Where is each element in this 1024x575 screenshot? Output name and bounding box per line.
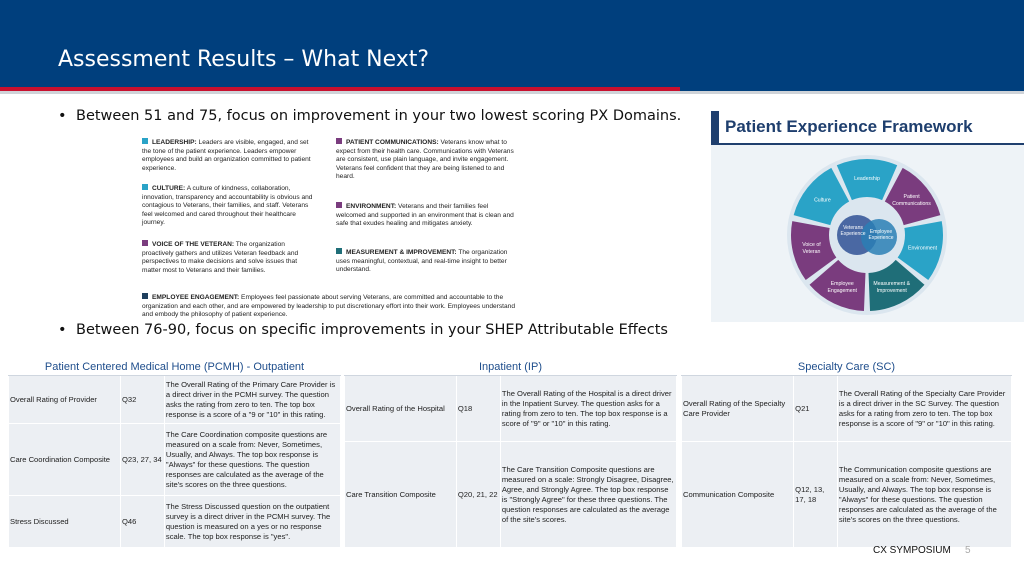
domain-text: A culture of kindness, collaboration, innovation, transparency and accountability is obvious and contagious to Veterans, their families, and staff. Veterans feel welcomed and cared throughout their healthcare journey. [142,185,313,227]
cell-description: The Care Transition Composite questions are measured on a scale: Strongly Disagree, Disagree, Agree, and Strongly Agree. The top box response is "Strongly Agree" for these three questions. The question responses are calculated as the average of the site's scores. [500,442,676,548]
framework-wheel [711,145,1024,322]
domain-patient-communications [336,138,514,182]
wheel-segment-label: Patient [903,193,920,200]
accent-band-gray [0,91,1024,94]
domain-text: Veterans know what to expect from their health care. Communications with Veterans are consistent, use plain language, and invite engagement. Veterans feel confident that they are being listened to and heard. [336,139,514,181]
framework-title: Patient Experience Framework [725,117,973,136]
bullet-text: Between 76-90, focus on specific improvements in your SHEP Attributable Effects [76,322,668,338]
cell-measure: Stress Discussed [9,496,121,548]
cell-question: Q32 [121,376,165,424]
px-domains-panel [140,136,520,322]
cell-question: Q20, 21, 22 [456,442,500,548]
table-header: Specialty Care (SC) [682,358,1012,376]
title-accent-bar [711,111,719,145]
center-label: Experience [868,235,894,241]
cell-measure: Overall Rating of Provider [9,376,121,424]
center-label: Experience [840,231,866,237]
square-icon [142,240,148,246]
table-inpatient [344,357,677,548]
wheel-segment-label: Veteran [802,249,821,256]
cell-question: Q21 [794,376,838,442]
domain-heading: CULTURE: [152,185,186,192]
domain-text: Employees feel passionate about serving Veterans, are committed and accountable to the organization and each other, and are empowered by leadership to put discretionary effort into their work. Employees understand and embody the philosophy of patient experience. [142,294,516,319]
cell-description: The Stress Discussed question on the outpatient survey is a direct driver in the PCMH survey. The question is measured on a yes or no response scale. The top box response is "yes". [164,496,340,548]
square-icon [336,202,342,208]
cell-measure: Care Coordination Composite [9,424,121,496]
bullet-item-2 [58,322,668,338]
cell-measure: Overall Rating of the Hospital [345,376,457,442]
domain-text: The organization proactively gathers and utilizes Veteran feedback and perspectives to make decisions and solve issues that matter most to Veterans and their families. [142,241,299,274]
domain-heading: MEASUREMENT & IMPROVEMENT: [346,249,457,256]
domain-heading: ENVIRONMENT: [346,203,397,210]
domain-heading: EMPLOYEE ENGAGEMENT: [152,294,240,301]
domain-text: Veterans and their families feel welcomed and supported in an environment that is clean and safe that exudes healing and mitigates anxiety. [336,203,514,228]
square-icon [142,138,148,144]
bullet-dot-icon: • [58,108,67,124]
domain-voice-of-veteran [142,240,314,275]
square-icon [336,138,342,144]
domain-leadership [142,138,314,173]
cell-measure: Overall Rating of the Specialty Care Provider [682,376,794,442]
table-header: Inpatient (IP) [345,358,677,376]
center-label: Veterans [843,225,863,231]
cell-description: The Overall Rating of the Primary Care Provider is a direct driver in the PCMH survey. The question asks the rating from zero to ten. The top box response is a score of a "9 or "10" in this rating. [164,376,340,424]
domain-heading: LEADERSHIP: [152,139,197,146]
wheel-segment-label: Measurement & [873,280,911,287]
wheel-segment-label: Voice of [802,242,821,249]
slide-header [0,0,1024,87]
domain-text: The organization uses meaningful, contextual, and real-time insight to better understand. [336,249,508,274]
cell-description: The Care Coordination composite questions are measured on a scale from: Never, Sometimes, Usually, and Always. The top box response is "Always" for these questions. The question responses are calculated as the average of the site's scores on the three questions. [164,424,340,496]
domain-text: Leaders are visible, engaged, and set the tone of the patient experience. Leaders empower employees and build an organization committed to patient experience. [142,139,311,172]
table-specialty-care [681,357,1012,548]
square-icon [336,248,342,254]
table-row [9,496,341,548]
wheel-segment-label: Environment [908,245,938,252]
cell-question: Q23, 27, 34 [121,424,165,496]
cell-description: The Overall Rating of the Specialty Care Provider is a direct driver in the SC Survey. The question asks for a rating from zero to ten. The top box response is a score of "9" or "10" in this rating. [837,376,1011,442]
wheel-segment-label: Engagement [827,287,857,294]
wheel-segment-label: Communications [892,200,931,207]
bullet-dot-icon: • [58,322,67,338]
domain-culture [142,184,314,228]
table-row [9,376,341,424]
wheel-segment-label: Employee [830,280,854,287]
wheel-segment-label: Culture [814,197,831,204]
cell-measure: Communication Composite [682,442,794,548]
cell-description: The Communication composite questions are measured on a scale from: Never, Sometimes, Usually, and Always. The top box response is "Always" for these questions. The question responses are calculated as the average of the site's scores on the three questions. [837,442,1011,548]
cell-description: The Overall Rating of the Hospital is a direct driver in the Inpatient Survey. The question asks for a rating from zero to ten. The top box response is a score of "9" or "10" in this rating. [500,376,676,442]
framework-title-bar [711,111,1024,145]
page-number: 5 [965,545,971,556]
bullet-text: Between 51 and 75, focus on improvement in your two lowest scoring PX Domains. [76,108,682,124]
patient-experience-framework [711,111,1024,322]
cell-question: Q12, 13, 17, 18 [794,442,838,548]
slide-title: Assessment Results – What Next? [58,47,430,72]
footer-text: CX SYMPOSIUM [873,545,951,556]
cell-question: Q46 [121,496,165,548]
cell-question: Q18 [456,376,500,442]
cell-measure: Care Transition Composite [345,442,457,548]
domain-environment [336,202,514,229]
table-row [682,442,1012,548]
domain-heading: VOICE OF THE VETERAN: [152,241,235,248]
bullet-item-1 [58,108,681,124]
table-row [9,424,341,496]
table-row [682,376,1012,442]
table-row [345,376,677,442]
wheel-segment-label: Improvement [876,287,907,294]
table-pcmh [8,357,341,548]
domain-measurement-improvement [336,248,514,275]
table-row [345,442,677,548]
wheel-segment-label: Leadership [854,176,880,182]
square-icon [142,293,148,299]
domain-heading: PATIENT COMMUNICATIONS: [346,139,439,146]
square-icon [142,184,148,190]
table-header: Patient Centered Medical Home (PCMH) - Outpatient [9,358,341,376]
center-label: Employee [869,229,893,235]
domain-employee-engagement [142,293,518,320]
